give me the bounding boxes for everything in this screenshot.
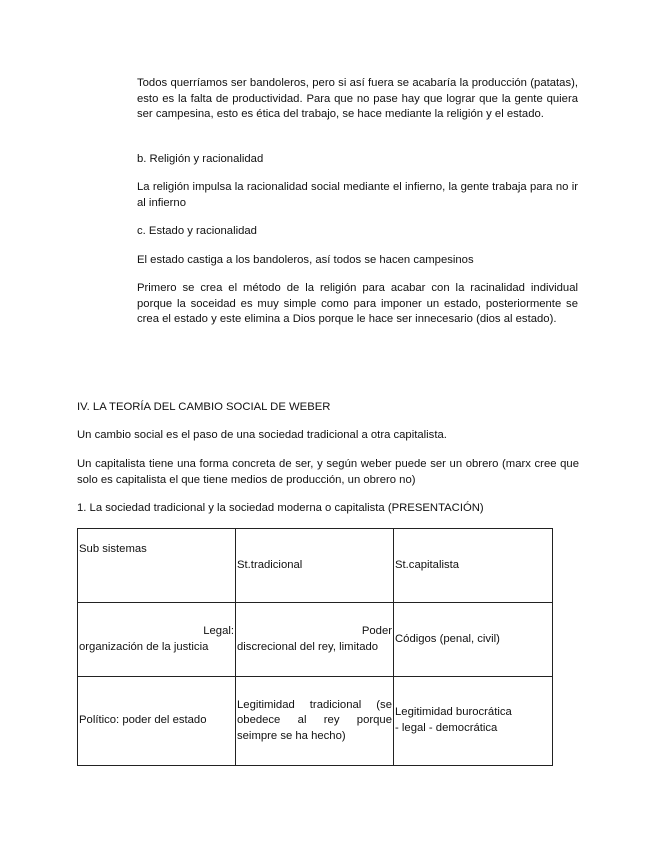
table-cell-legitimidad-tradicional: Legitimidad tradicional (se obedece al rey porque seimpre se ha hecho) [236,677,394,766]
table-cell-legitimidad-burocratica [394,677,553,766]
table-row [78,677,553,766]
table-header-capitalista: St.capitalista [394,529,553,603]
table-header-tradicional: St.tradicional [236,529,394,603]
heading-estado-racionalidad: c. Estado y racionalidad [137,225,257,237]
table-cell-poder-line2: discrecional del rey, limitado [237,640,379,653]
table-cell-poder [236,603,394,677]
heading-religion-racionalidad: b. Religión y racionalidad [137,153,264,165]
subheading-presentacion: 1. La sociedad tradicional y la sociedad moderna o capitalista (PRESENTACIÓN) [77,502,484,514]
table-cell-legal [78,603,236,677]
comparison-table [77,528,553,766]
table-cell-burocratica-line1: Legitimidad burocrática [395,706,512,719]
section-title: IV. LA TEORÍA DEL CAMBIO SOCIAL DE WEBER [77,401,331,413]
table-cell-legal-line1: Legal: [203,624,234,637]
table-header-subsistemas: Sub sistemas [78,529,236,603]
paragraph-bandoleros: Todos querríamos ser bandoleros, pero si así fuera se acabaría la producción (patatas), esto es la falta de productividad. Para que no pase hay que lograr que la gente quiera ser campesina, esto es ética del trabajo, se hace mediante la religión y el estado. [137,77,578,121]
paragraph-metodo: Primero se crea el método de la religión para acabar con la racinalidad individual porque la soceidad es muy simple como para imponer un estado, posteriormente se crea el estado y este elimina a Dios porque le hace ser innecesario (dios al estado). [137,282,578,326]
table-cell-codigos: Códigos (penal, civil) [394,603,553,677]
table-header-row [78,529,553,603]
paragraph-estado: El estado castiga a los bandoleros, así todos se hacen campesinos [137,254,474,266]
paragraph-capitalista: Un capitalista tiene una forma concreta de ser, y según weber puede ser un obrero (marx cree que solo es capitalista el que tiene medios de producción, un obrero no) [77,458,579,486]
table-cell-politico: Político: poder del estado [78,677,236,766]
paragraph-religion: La religión impulsa la racionalidad social mediante el infierno, la gente trabaja para no ir al infierno [137,181,578,209]
table-cell-burocratica-line2: - legal - democrática [395,722,498,734]
table-cell-poder-line1: Poder [361,624,392,637]
table-cell-legal-line2: organización de la justicia [79,640,209,653]
paragraph-cambio-social: Un cambio social es el paso de una sociedad tradicional a otra capitalista. [77,429,447,441]
table-row [78,603,553,677]
